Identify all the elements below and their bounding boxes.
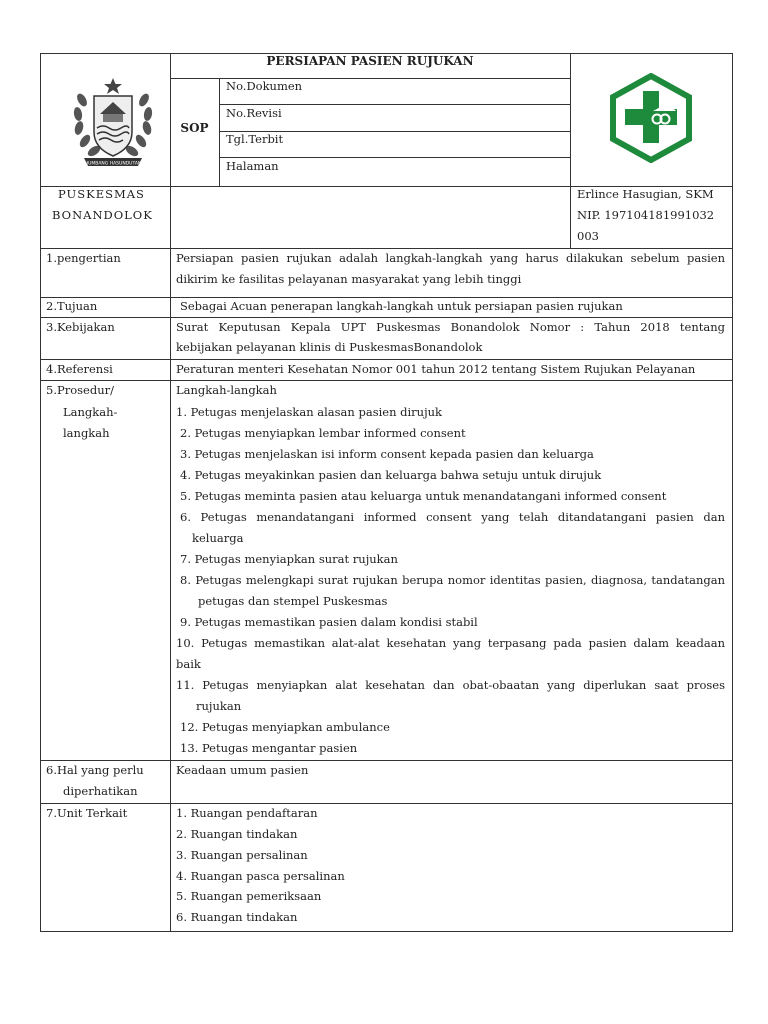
procedure-step: 9. Petugas memastikan pasien dalam kondisi stabil — [180, 615, 478, 629]
procedure-step: 13. Petugas mengantar pasien — [180, 741, 358, 755]
table-border-left — [40, 53, 41, 932]
logo-column-divider — [570, 53, 571, 248]
prosedur-label-line1: 5.Prosedur/ — [46, 383, 114, 397]
crest-graphic — [70, 70, 156, 170]
procedure-step: 2. Petugas menyiapkan lembar informed consent — [180, 426, 466, 440]
org-name-line1: PUSKESMAS — [58, 187, 145, 201]
pengertian-label: 1.pengertian — [46, 251, 121, 265]
hal-label-line2: diperhatikan — [63, 784, 138, 798]
sop-label: SOP — [180, 121, 209, 135]
row-divider — [40, 380, 733, 381]
procedure-step-cont: keluarga — [192, 531, 244, 545]
unit-item: 5. Ruangan pemeriksaan — [176, 889, 322, 903]
org-name-line2: BONANDOLOK — [52, 208, 153, 222]
pengertian-text-line2: dikirim ke fasilitas pelayanan masyarakat yang lebih tinggi — [176, 272, 522, 286]
procedure-step: 1. Petugas menjelaskan alasan pasien dirujuk — [176, 405, 443, 419]
revision-label: No.Revisi — [226, 106, 282, 120]
unit-label: 7.Unit Terkait — [46, 806, 128, 820]
unit-item: 1. Ruangan pendaftaran — [176, 806, 318, 820]
prosedur-label-line2: Langkah- — [63, 405, 118, 419]
procedure-step-cont: rujukan — [196, 699, 242, 713]
row-divider — [40, 248, 733, 249]
procedure-step: 11. Petugas menyiapkan alat kesehatan dan obat-obaatan yang diperlukan saat proses — [176, 678, 725, 692]
field-divider — [219, 104, 570, 105]
row-divider — [40, 297, 733, 298]
signer-name: Erlince Hasugian, SKM — [577, 187, 714, 201]
kebijakan-text-line2: kebijakan pelayanan klinis di PuskesmasBonandolok — [176, 340, 483, 354]
tujuan-text: Sebagai Acuan penerapan langkah-langkah untuk persiapan pasien rujukan — [180, 299, 623, 313]
row-divider — [40, 359, 733, 360]
puskesmas-cross-logo — [610, 73, 692, 163]
procedure-step: 8. Petugas melengkapi surat rujukan berupa nomor identitas pasien, diagnosa, tandatangan — [180, 573, 725, 587]
table-border-right — [732, 53, 733, 932]
regency-crest-logo — [70, 70, 156, 170]
kebijakan-text-line1: Surat Keputusan Kepala UPT Puskesmas Bonandolok Nomor : Tahun 2018 tentang — [176, 320, 725, 334]
procedure-step: 3. Petugas menjelaskan isi inform consent kepada pasien dan keluarga — [180, 447, 594, 461]
procedure-step: 6. Petugas menandatangani informed consent yang telah ditandatangani pasien dan — [180, 510, 725, 524]
tujuan-label: 2.Tujuan — [46, 299, 98, 313]
signer-nip: NIP. 197104181991032 — [577, 208, 715, 222]
unit-item: 3. Ruangan persalinan — [176, 848, 308, 862]
procedure-step: 7. Petugas menyiapkan surat rujukan — [180, 552, 398, 566]
kebijakan-label: 3.Kebijakan — [46, 320, 115, 334]
referensi-label: 4.Referensi — [46, 362, 113, 376]
issue-date-label: Tgl.Terbit — [226, 132, 284, 146]
hal-text: Keadaan umum pasien — [176, 763, 309, 777]
hal-label-line1: 6.Hal yang perlu — [46, 763, 144, 777]
prosedur-label-line3: langkah — [63, 426, 110, 440]
referensi-text: Peraturan menteri Kesehatan Nomor 001 tahun 2012 tentang Sistem Rujukan Pelayanan — [176, 362, 696, 376]
unit-item: 2. Ruangan tindakan — [176, 827, 298, 841]
signer-nip-cont: 003 — [577, 229, 599, 243]
prosedur-heading: Langkah-langkah — [176, 383, 277, 397]
crest-banner-text: HUMBANG HASUNDUTAN — [84, 161, 142, 167]
procedure-step: 4. Petugas meyakinkan pasien dan keluarga bahwa setuju untuk dirujuk — [180, 468, 602, 482]
field-divider — [219, 157, 570, 158]
procedure-step-cont: petugas dan stempel Puskesmas — [198, 594, 388, 608]
cross-graphic — [610, 73, 692, 163]
procedure-step: 10. Petugas memastikan alat-alat kesehatan yang terpasang pada pasien dalam keadaan — [176, 636, 725, 650]
sop-column-divider — [219, 78, 220, 186]
row-divider — [40, 803, 733, 804]
label-column-divider — [170, 53, 171, 932]
table-border-bottom — [40, 931, 733, 932]
procedure-step: 5. Petugas meminta pasien atau keluarga untuk menandatangani informed consent — [180, 489, 667, 503]
procedure-step-cont: baik — [176, 657, 201, 671]
document-title: PERSIAPAN PASIEN RUJUKAN — [266, 54, 474, 68]
row-divider — [40, 317, 733, 318]
row-divider — [40, 760, 733, 761]
procedure-step: 12. Petugas menyiapkan ambulance — [180, 720, 390, 734]
pengertian-text-line1: Persiapan pasien rujukan adalah langkah-langkah yang harus dilakukan sebelum pasien — [176, 251, 725, 265]
page-label: Halaman — [226, 159, 279, 173]
unit-item: 6. Ruangan tindakan — [176, 910, 298, 924]
doc-number-label: No.Dokumen — [226, 79, 303, 93]
unit-item: 4. Ruangan pasca persalinan — [176, 869, 345, 883]
